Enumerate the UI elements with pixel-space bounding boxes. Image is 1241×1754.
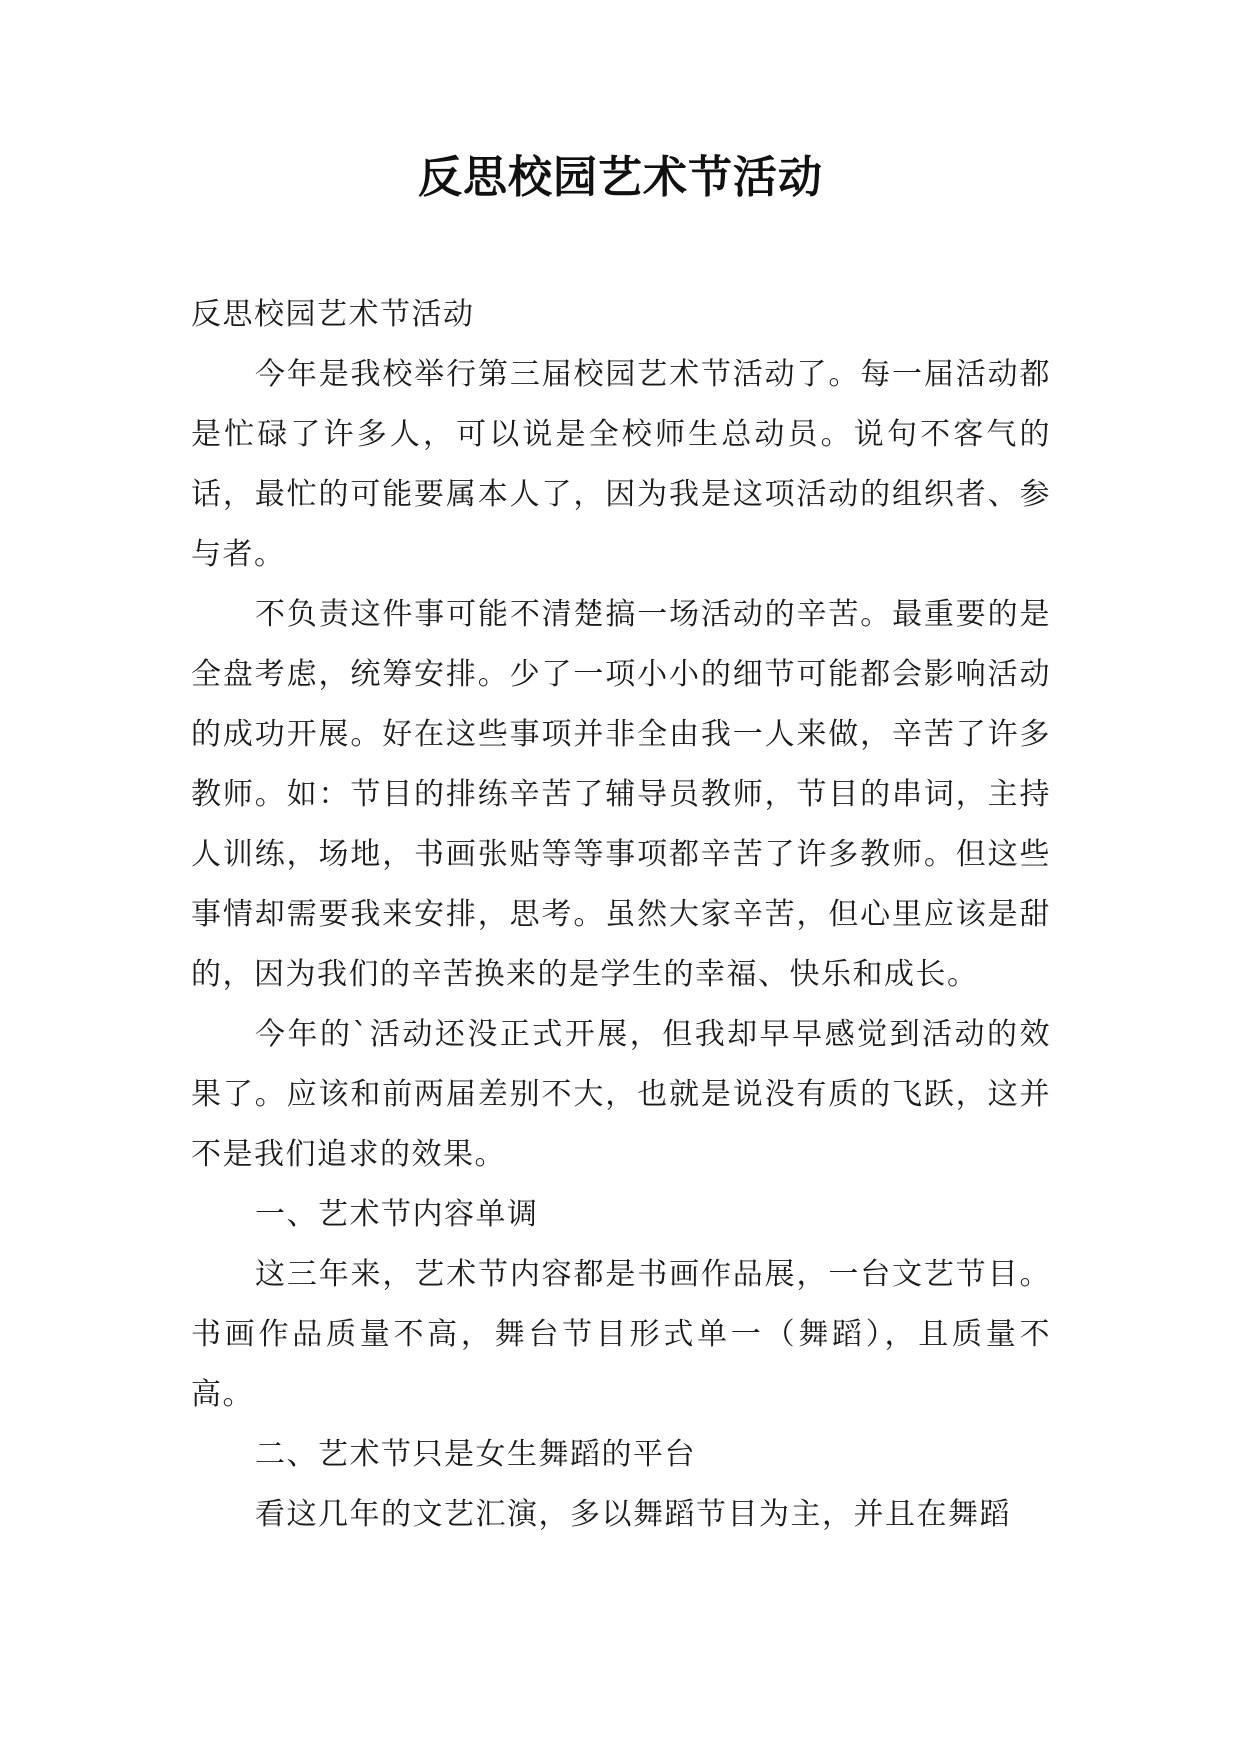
paragraph: 今年是我校举行第三届校园艺术节活动了。每一届活动都是忙碌了许多人，可以说是全校师生总动员。说句不客气的话，最忙的可能要属本人了，因为我是这项活动的组织者、参与者。	[191, 357, 1051, 572]
document-title: 反思校园艺术节活动	[418, 152, 823, 203]
paragraph: 这三年来，艺术节内容都是书画作品展，一台文艺节目。书画作品质量不高，舞台节目形式单一（舞蹈），且质量不高。	[191, 1257, 1051, 1412]
paragraph: 不负责这件事可能不清楚搞一场活动的辛苦。最重要的是全盘考虑，统筹安排。少了一项小小的细节可能都会影响活动的成功开展。好在这些事项并非全由我一人来做，辛苦了许多教师。如：节目的排练辛苦了辅导员教师，节目的串词，主持人训练，场地，书画张贴等等事项都辛苦了许多教师。但这些事情却需要我来安排，思考。虽然大家辛苦，但心里应该是甜的，因为我们的辛苦换来的是学生的幸福、快乐和成长。	[191, 597, 1051, 992]
paragraph: 今年的`活动还没正式开展，但我却早早感觉到活动的效果了。应该和前两届差别不大，也就是说没有质的飞跃，这并不是我们追求的效果。	[191, 1017, 1051, 1172]
document-body	[191, 285, 1051, 1545]
section-heading: 二、艺术节只是女生舞蹈的平台	[255, 1437, 696, 1472]
document-subtitle: 反思校园艺术节活动	[191, 297, 475, 332]
paragraph: 看这几年的文艺汇演，多以舞蹈节目为主，并且在舞蹈	[255, 1497, 1011, 1532]
section-heading: 一、艺术节内容单调	[255, 1197, 539, 1232]
